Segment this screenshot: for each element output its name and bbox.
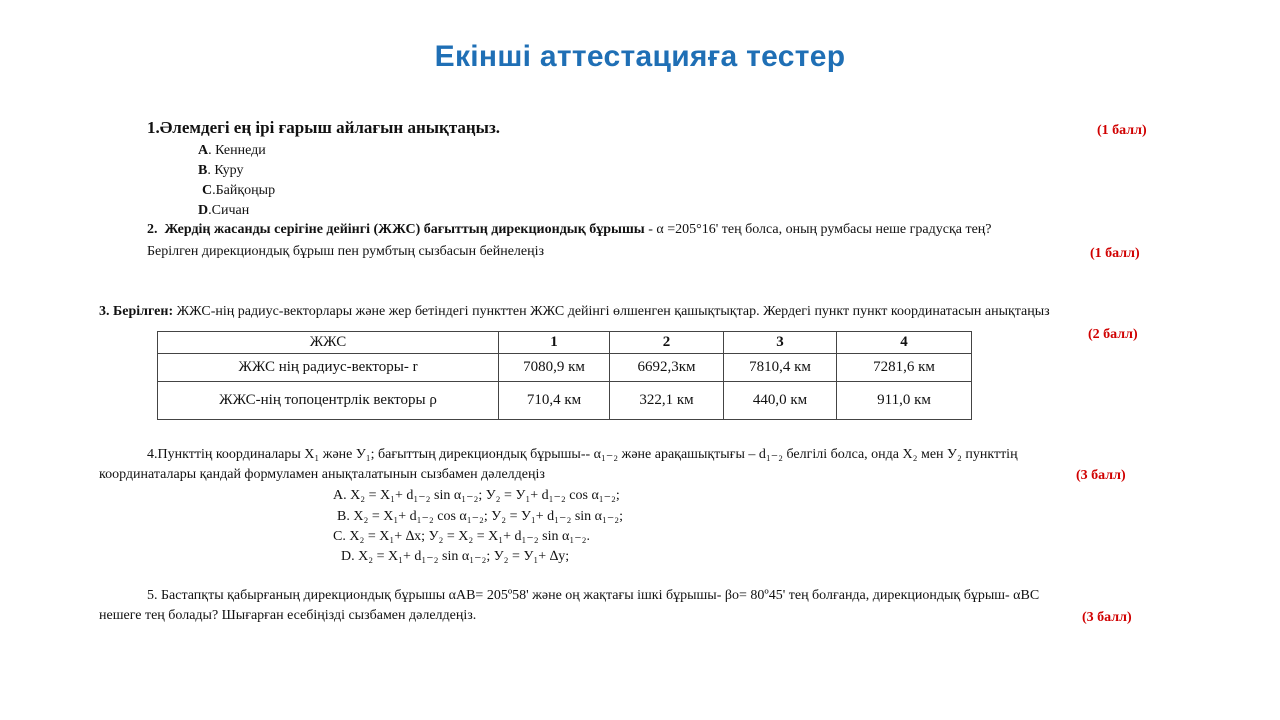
- q1-option-c: C.Байқоңыр: [202, 183, 276, 198]
- table-cell: 7810,4 км: [724, 354, 837, 382]
- table-cell: 7281,6 км: [837, 354, 972, 382]
- question-4-line-1: 4.Пункттің координалары X₁ және У₁; бағыттың дирекциондық бұрышы-- α₁₋₂ және арақашықтығы – d₁₋₂ белгілі болса, онда X₂ мен У₂ пункттің: [147, 447, 1018, 462]
- q4-option-c: C. X₂ = X₁+ ∆x; У₂ = X₂ = X₁+ d₁₋₂ sin α₁₋₂.: [333, 529, 591, 544]
- q1-option-a: A. Кеннеди: [198, 143, 266, 158]
- question-5-line-2: нешеге тең болады? Шығарған есебіңізді сызбамен дәлелдеңіз.: [99, 608, 477, 623]
- question-1-points: (1 балл): [1097, 123, 1147, 138]
- q4-option-a: A. X₂ = X₁+ d₁₋₂ sin α₁₋₂; У₂ = У₁+ d₁₋₂ cos α₁₋₂;: [333, 488, 620, 503]
- question-1: 1.Әлемдегі ең ірі ғарыш айлағын анықтаңыз.: [147, 118, 501, 137]
- table-row: [158, 382, 972, 420]
- table-cell: 710,4 км: [499, 382, 610, 420]
- q1-option-b: B. Куру: [198, 163, 244, 178]
- question-2-line-2: Берілген дирекциондық бұрыш пен румбтың сызбасын бейнелеңіз: [147, 244, 545, 259]
- page-title: Екінші аттестацияға тестер: [434, 40, 846, 73]
- table-cell: 911,0 км: [837, 382, 972, 420]
- table-cell: 322,1 км: [610, 382, 724, 420]
- question-4-line-2: координаталары қандай формуламен анықталатынын сызбамен дәлелдеңіз: [99, 467, 545, 482]
- table-cell: 7080,9 км: [499, 354, 610, 382]
- table-header-cell: ЖЖС: [158, 332, 499, 354]
- question-5-line-1: 5. Бастапқты қабырғаның дирекциондық бұрышы αAB= 205º58' және оң жақтағы ішкі бұрышы- βo= 80º45' тең болғанда, дирекциондық бұрыш- αBC: [147, 588, 1040, 603]
- table-cell: 6692,3км: [610, 354, 724, 382]
- question-3: 3. Берілген: ЖЖС-нің радиус-векторлары және жер бетіндегі пункттен ЖЖС дейінгі өлшенген қашықтықтар. Жердегі пункт пункт координатасын анықтаңыз: [99, 304, 1050, 319]
- satellite-data-table: [157, 331, 972, 420]
- table-header-cell: 3: [724, 332, 837, 354]
- table-header-cell: 1: [499, 332, 610, 354]
- table-header-cell: 2: [610, 332, 724, 354]
- table-header-cell: 4: [837, 332, 972, 354]
- q4-option-b: B. X₂ = X₁+ d₁₋₂ cos α₁₋₂; У₂ = У₁+ d₁₋₂ sin α₁₋₂;: [337, 509, 624, 524]
- table-cell: ЖЖС-нің топоцентрлік векторы ρ: [158, 382, 499, 420]
- question-4-points: (3 балл): [1076, 468, 1126, 483]
- question-5-points: (3 балл): [1082, 610, 1132, 625]
- table-cell: ЖЖС нің радиус-векторы- r: [158, 354, 499, 382]
- q4-option-d: D. X₂ = X₁+ d₁₋₂ sin α₁₋₂; У₂ = У₁+ ∆y;: [341, 549, 570, 564]
- q1-option-d: D.Сичан: [198, 203, 250, 218]
- table-row: [158, 354, 972, 382]
- question-2-points: (1 балл): [1090, 246, 1140, 261]
- question-3-points: (2 балл): [1088, 327, 1138, 342]
- question-2: 2. Жердің жасанды серігіне дейінгі (ЖЖС) бағыттың дирекциондық бұрышы - α =205°16' тең болса, оның румбасы неше градусқа тең?: [147, 222, 992, 237]
- table-cell: 440,0 км: [724, 382, 837, 420]
